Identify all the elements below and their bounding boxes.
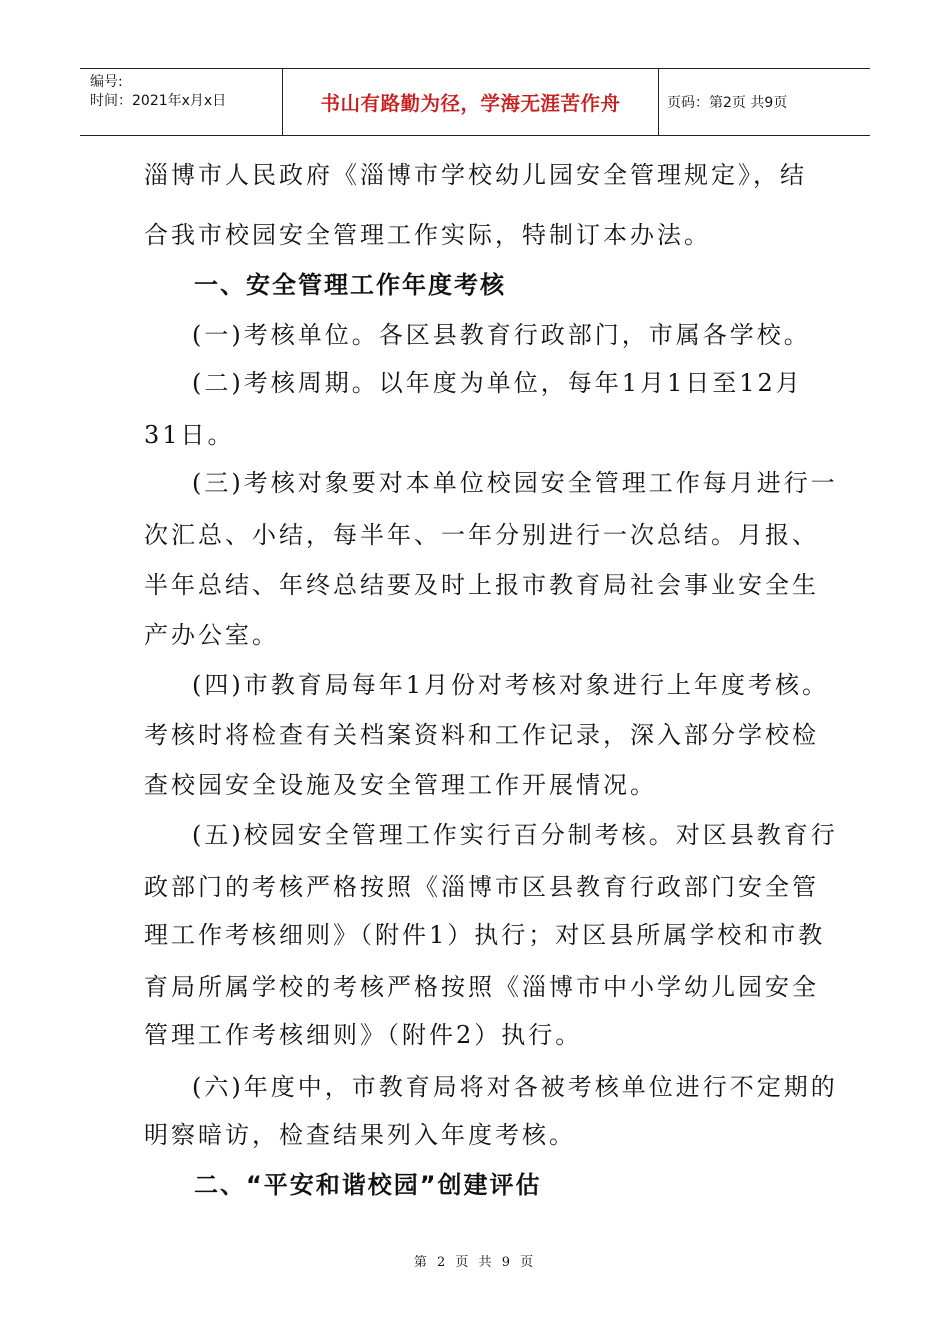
body-line: 查校园安全设施及安全管理工作开展情况。 [144, 771, 657, 799]
body-line: 淄博市人民政府《淄博市学校幼儿园安全管理规定》，结 [144, 161, 807, 189]
body-line: (三)考核对象要对本单位校园安全管理工作每月进行一 [192, 469, 838, 497]
body-line: 产办公室。 [144, 621, 279, 649]
body-line: (六)年度中，市教育局将对各被考核单位进行不定期的 [192, 1073, 838, 1101]
page-label: 页码：第2页 共9页 [667, 95, 788, 111]
header-meta [80, 69, 283, 135]
body-line: 半年总结、年终总结要及时上报市教育局社会事业安全生 [144, 571, 819, 599]
body-line: 合我市校园安全管理工作实际，特制订本办法。 [144, 221, 711, 249]
header-page-cell [659, 69, 870, 135]
body-line: 理工作考核细则》（附件1）执行；对区县所属学校和市教 [144, 921, 826, 949]
section-heading-1: 一、安全管理工作年度考核 [194, 271, 506, 299]
header-motto-cell [283, 69, 659, 135]
time-label: 时间：2021年x月x日 [90, 93, 227, 109]
body-line: 政部门的考核严格按照《淄博市区县教育行政部门安全管 [144, 873, 819, 901]
body-line: (四)市教育局每年1月份对考核对象进行上年度考核。 [192, 671, 829, 699]
body-line: (五)校园安全管理工作实行百分制考核。对区县教育行 [192, 821, 838, 849]
body-line: 明察暗访，检查结果列入年度考核。 [144, 1121, 576, 1149]
body-line: 次汇总、小结，每半年、一年分别进行一次总结。月报、 [144, 521, 819, 549]
body-line: 育局所属学校的考核严格按照《淄博市中小学幼儿园安全 [144, 973, 819, 1001]
body-line: 31日。 [144, 421, 235, 449]
body-line: (二)考核周期。以年度为单位，每年1月1日至12月 [192, 369, 803, 397]
number-label: 编号: [90, 74, 123, 90]
section-heading-2: 二、“平安和谐校园”创建评估 [194, 1171, 542, 1199]
page-footer: 第 2 页 共 9 页 [413, 1255, 537, 1270]
body-line: 管理工作考核细则》（附件2）执行。 [144, 1021, 583, 1049]
motto-text: 书山有路勤为径，学海无涯苦作舟 [320, 92, 621, 115]
body-line: (一)考核单位。各区县教育行政部门，市属各学校。 [192, 321, 811, 349]
page-header [80, 68, 870, 136]
body-line: 考核时将检查有关档案资料和工作记录，深入部分学校检 [144, 721, 819, 749]
